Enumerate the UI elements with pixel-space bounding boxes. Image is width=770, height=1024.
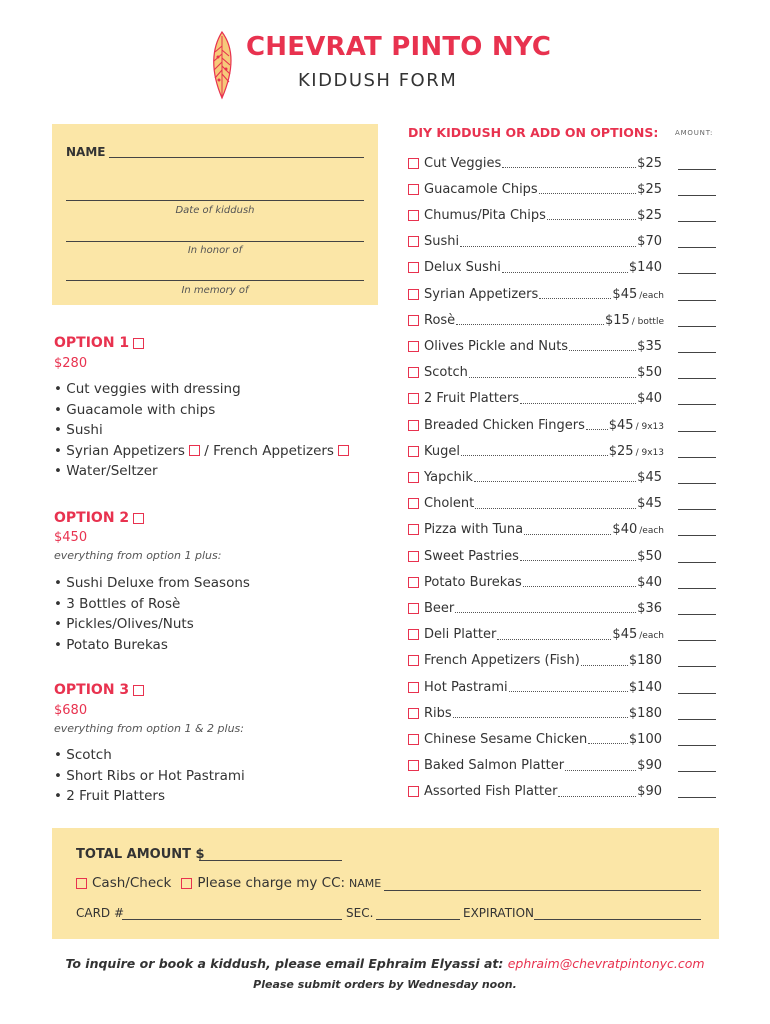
diy-item	[408, 674, 716, 700]
diy-item-amount-field[interactable]	[678, 340, 716, 353]
sec-label: SEC.	[346, 906, 374, 920]
diy-item-name: Potato Burekas	[424, 574, 522, 590]
diy-item-checkbox[interactable]	[408, 734, 419, 745]
diy-item	[408, 176, 716, 202]
diy-item-price: $40 /each	[612, 522, 664, 538]
memory-hint: In memory of	[181, 285, 249, 296]
option-3-list	[54, 745, 245, 807]
leader-dots	[455, 603, 636, 613]
diy-item-price: $25 / 9x13	[608, 443, 664, 459]
diy-item-price: $90	[637, 758, 662, 774]
diy-item-checkbox[interactable]	[408, 682, 419, 693]
diy-item	[408, 360, 716, 386]
list-item: • Guacamole with chips	[54, 401, 216, 418]
diy-item-amount-field[interactable]	[678, 314, 716, 327]
diy-item-name: Chinese Sesame Chicken	[424, 731, 588, 747]
diy-item-price: $90	[637, 784, 662, 800]
diy-item-checkbox[interactable]	[408, 420, 419, 431]
list-item: • Syrian Appetizers / French Appetizers	[54, 441, 349, 462]
diy-item-name: Cut Veggies	[424, 155, 502, 171]
card-label: CARD #	[76, 906, 125, 920]
diy-item-amount-field[interactable]	[678, 235, 716, 248]
diy-item-checkbox[interactable]	[408, 393, 419, 404]
diy-item-name: French Appetizers (Fish)	[424, 653, 580, 669]
option-2-list	[54, 573, 250, 655]
diy-item-amount-field[interactable]	[678, 209, 716, 222]
honor-field[interactable]	[66, 241, 364, 242]
diy-item-amount-field[interactable]	[678, 261, 716, 274]
diy-item	[408, 438, 716, 464]
email-link[interactable]: ephraim@chevratpintonyc.com	[507, 956, 705, 971]
leader-dots	[520, 551, 636, 561]
diy-item-amount-field[interactable]	[678, 445, 716, 458]
list-item: • Short Ribs or Hot Pastrami	[54, 767, 245, 784]
diy-item-price: $180	[628, 705, 662, 721]
option-2-plus: everything from option 1 plus:	[54, 549, 222, 562]
diy-item	[408, 386, 716, 412]
diy-item-checkbox[interactable]	[408, 708, 419, 719]
diy-item	[408, 517, 716, 543]
leader-dots	[474, 472, 636, 482]
leader-dots	[524, 525, 611, 535]
card-number-field[interactable]	[122, 919, 342, 920]
diy-item-price: $45 /each	[612, 627, 664, 643]
french-appetizers-checkbox[interactable]	[338, 445, 349, 456]
feather-leaf-icon	[208, 30, 238, 100]
diy-item-amount-field[interactable]	[678, 523, 716, 536]
diy-item-name: Rosè	[424, 312, 456, 328]
diy-item-checkbox[interactable]	[408, 524, 419, 535]
date-hint: Date of kiddush	[175, 205, 255, 216]
diy-item-amount-field[interactable]	[678, 759, 716, 772]
diy-item-price: $70	[637, 234, 662, 250]
diy-item	[408, 595, 716, 621]
diy-item-checkbox[interactable]	[408, 629, 419, 640]
diy-item	[408, 491, 716, 517]
diy-item-amount-field[interactable]	[678, 366, 716, 379]
diy-item-price: $50	[637, 548, 662, 564]
option-1-title	[54, 335, 144, 351]
diy-item	[408, 779, 716, 805]
diy-item-checkbox[interactable]	[408, 472, 419, 483]
diy-item-name: Cholent	[424, 496, 475, 512]
option-2-label: OPTION 2	[54, 510, 130, 526]
list-item: • Pickles/Olives/Nuts	[54, 616, 194, 632]
diy-item-name: Olives Pickle and Nuts	[424, 338, 569, 354]
charge-cc-checkbox[interactable]	[181, 878, 192, 889]
inquire-line	[0, 956, 770, 971]
diy-item-price: $25	[637, 155, 662, 171]
diy-item-checkbox[interactable]	[408, 603, 419, 614]
diy-item-checkbox[interactable]	[408, 367, 419, 378]
diy-item-amount-field[interactable]	[678, 654, 716, 667]
diy-item-price: $45 /each	[612, 286, 664, 302]
diy-item-checkbox[interactable]	[408, 498, 419, 509]
diy-item-name: Chumus/Pita Chips	[424, 207, 546, 223]
option-3-label: OPTION 3	[54, 682, 130, 698]
leader-dots	[581, 656, 628, 666]
diy-item-amount-field[interactable]	[678, 733, 716, 746]
option-2-checkbox[interactable]	[133, 513, 144, 524]
option-3-checkbox[interactable]	[133, 685, 144, 696]
leader-dots	[588, 734, 628, 744]
diy-item-checkbox[interactable]	[408, 289, 419, 300]
diy-item	[408, 202, 716, 228]
list-item: • 3 Bottles of Rosè	[54, 595, 181, 612]
diy-item-amount-field[interactable]	[678, 628, 716, 641]
diy-item-name: Pizza with Tuna	[424, 522, 524, 538]
leader-dots	[569, 341, 636, 351]
diy-item-name: Sweet Pastries	[424, 548, 519, 564]
diy-item	[408, 333, 716, 359]
diy-item-name: Breaded Chicken Fingers	[424, 417, 585, 433]
diy-item-price: $25	[637, 207, 662, 223]
leader-dots	[547, 210, 636, 220]
diy-item	[408, 255, 716, 281]
list-item: • Water/Seltzer	[54, 463, 158, 479]
leader-dots	[558, 787, 636, 797]
diy-item-checkbox[interactable]	[408, 786, 419, 797]
leader-dots	[523, 577, 636, 587]
diy-item-name: Assorted Fish Platter	[424, 784, 558, 800]
cash-check-label: Cash/Check	[92, 875, 172, 891]
diy-item-price: $140	[628, 679, 662, 695]
option-1-price: $280	[54, 356, 88, 371]
diy-item-amount-field[interactable]	[678, 392, 716, 405]
diy-item	[408, 622, 716, 648]
diy-item-amount-field[interactable]	[678, 183, 716, 196]
diy-item-checkbox[interactable]	[408, 655, 419, 666]
leader-dots	[475, 499, 636, 509]
diy-item-name: Hot Pastrami	[424, 679, 508, 695]
diy-item	[408, 281, 716, 307]
diy-item-price: $180	[628, 653, 662, 669]
diy-item-amount-field[interactable]	[678, 785, 716, 798]
date-field[interactable]	[66, 200, 364, 201]
leader-dots	[539, 289, 611, 299]
diy-item-price: $40	[637, 574, 662, 590]
diy-item-price: $100	[628, 731, 662, 747]
diy-item-checkbox[interactable]	[408, 577, 419, 588]
name-field[interactable]	[109, 157, 364, 158]
diy-item-checkbox[interactable]	[408, 262, 419, 273]
list-item: • Cut veggies with dressing	[54, 381, 241, 397]
diy-item	[408, 700, 716, 726]
diy-item-checkbox[interactable]	[408, 210, 419, 221]
list-item: • 2 Fruit Platters	[54, 788, 166, 804]
leader-dots	[539, 184, 636, 194]
diy-item-name: Beer	[424, 600, 455, 616]
diy-item	[408, 412, 716, 438]
cc-name-field[interactable]	[384, 890, 701, 891]
diy-item-checkbox[interactable]	[408, 760, 419, 771]
diy-item-checkbox[interactable]	[408, 236, 419, 247]
diy-item-price: $36	[637, 600, 662, 616]
diy-item-price: $45	[637, 496, 662, 512]
diy-item-name: Guacamole Chips	[424, 181, 538, 197]
diy-item-price: $35	[637, 338, 662, 354]
option-1-checkbox[interactable]	[133, 338, 144, 349]
expiration-label: EXPIRATION	[463, 906, 534, 920]
diy-item	[408, 150, 716, 176]
diy-item-amount-field[interactable]	[678, 576, 716, 589]
total-amount-label: TOTAL AMOUNT $	[76, 847, 205, 862]
leader-dots	[520, 394, 636, 404]
leader-dots	[502, 263, 628, 273]
leader-dots	[460, 237, 636, 247]
leader-dots	[497, 630, 611, 640]
diy-item-amount-field[interactable]	[678, 157, 716, 170]
option-2-title	[54, 510, 144, 526]
diy-item-name: Deli Platter	[424, 627, 497, 643]
honor-hint: In honor of	[187, 245, 243, 256]
list-item: • Scotch	[54, 747, 112, 763]
diy-item-checkbox[interactable]	[408, 551, 419, 562]
diy-item-price: $25	[637, 181, 662, 197]
cash-check-checkbox[interactable]	[76, 878, 87, 889]
sec-field[interactable]	[376, 919, 460, 920]
diy-item-name: Scotch	[424, 365, 468, 381]
leader-dots	[453, 708, 628, 718]
diy-item-price: $45	[637, 469, 662, 485]
diy-item-checkbox[interactable]	[408, 158, 419, 169]
syrian-appetizers-checkbox[interactable]	[189, 445, 200, 456]
diy-item-price: $50	[637, 365, 662, 381]
diy-item-price: $40	[637, 391, 662, 407]
amount-header: AMOUNT:	[675, 129, 714, 137]
form-title: KIDDUSH FORM	[298, 70, 458, 91]
memory-field[interactable]	[66, 280, 364, 281]
diy-item	[408, 307, 716, 333]
leader-dots	[502, 158, 636, 168]
option-1-list	[54, 379, 349, 482]
diy-item-name: Ribs	[424, 705, 452, 721]
payment-row	[76, 875, 381, 891]
option-3-plus: everything from option 1 & 2 plus:	[54, 722, 244, 735]
cc-name-label: NAME	[349, 876, 382, 890]
diy-item-amount-field[interactable]	[678, 288, 716, 301]
list-item: • Potato Burekas	[54, 636, 168, 653]
diy-item	[408, 726, 716, 752]
diy-item-checkbox[interactable]	[408, 184, 419, 195]
diy-item-amount-field[interactable]	[678, 497, 716, 510]
diy-item-name: Kugel	[424, 443, 460, 459]
diy-item-name: Sushi	[424, 234, 460, 250]
diy-item	[408, 464, 716, 490]
charge-cc-label: Please charge my CC:	[197, 875, 346, 891]
option-3-title	[54, 682, 144, 698]
total-panel	[52, 828, 719, 939]
option-2-price: $450	[54, 530, 88, 545]
diy-item-amount-field[interactable]	[678, 681, 716, 694]
diy-item-amount-field[interactable]	[678, 602, 716, 615]
diy-item-name: 2 Fruit Platters	[424, 391, 520, 407]
diy-item-checkbox[interactable]	[408, 315, 419, 326]
name-label: NAME	[66, 145, 106, 159]
leader-dots	[509, 682, 628, 692]
diy-item	[408, 543, 716, 569]
diy-item	[408, 569, 716, 595]
diy-item-amount-field[interactable]	[678, 471, 716, 484]
list-item: • Sushi Deluxe from Seasons	[54, 575, 250, 591]
diy-item-name: Yapchik	[424, 469, 473, 485]
leader-dots	[469, 368, 636, 378]
diy-item-price: $140	[628, 260, 662, 276]
diy-item-price: $45 / 9x13	[608, 417, 664, 433]
diy-item-checkbox[interactable]	[408, 341, 419, 352]
diy-title: DIY KIDDUSH OR ADD ON OPTIONS:	[408, 125, 659, 140]
diy-item-amount-field[interactable]	[678, 550, 716, 563]
diy-item-amount-field[interactable]	[678, 707, 716, 720]
name-panel	[52, 124, 378, 305]
diy-item	[408, 229, 716, 255]
diy-item-price: $15 / bottle	[604, 312, 664, 328]
leader-dots	[586, 420, 608, 430]
diy-item-name: Baked Salmon Platter	[424, 758, 565, 774]
diy-item-checkbox[interactable]	[408, 446, 419, 457]
diy-item-name: Delux Sushi	[424, 260, 501, 276]
diy-item-amount-field[interactable]	[678, 419, 716, 432]
expiration-field[interactable]	[534, 919, 701, 920]
diy-item-name: Syrian Appetizers	[424, 286, 539, 302]
brand-title: CHEVRAT PINTO NYC	[246, 32, 552, 62]
list-item: • Sushi	[54, 422, 103, 438]
deadline-note: Please submit orders by Wednesday noon.	[253, 978, 517, 991]
leader-dots	[456, 315, 604, 325]
total-amount-field[interactable]	[199, 860, 342, 861]
leader-dots	[565, 761, 636, 771]
option-1-label: OPTION 1	[54, 335, 130, 351]
diy-item	[408, 648, 716, 674]
diy-item	[408, 753, 716, 779]
leader-dots	[461, 446, 608, 456]
inquire-text: To inquire or book a kiddush, please email Ephraim Elyassi at:	[65, 956, 504, 971]
option-3-price: $680	[54, 703, 88, 718]
